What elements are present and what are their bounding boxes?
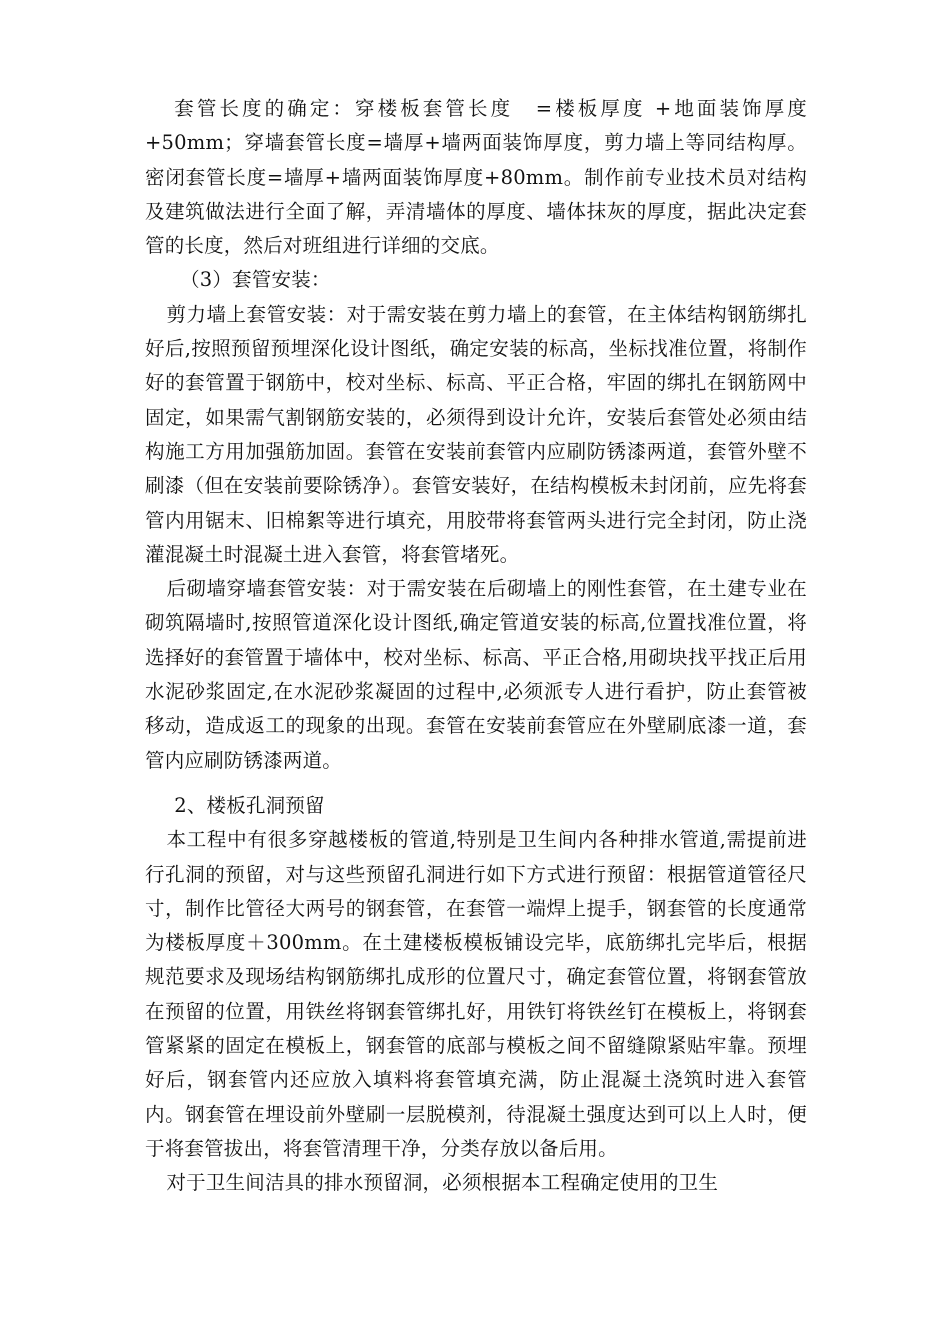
paragraph-sanitary-drain: 对于卫生间洁具的排水预留洞，必须根据本工程确定使用的卫生 — [166, 1171, 719, 1195]
paragraph-floor-openings: 本工程中有很多穿越楼板的管道,特别是卫生间内各种排水管道,需提前进行孔洞的预留，对与这些预留孔洞进行如下方式进行预留：根据管道管径尺寸，制作比管径大两号的钢套管，在套管一端焊上提手，钢套管的长度通常为楼板厚度＋300mm。在土建楼板模板铺设完毕，底筋绑扎完毕后，根据规范要求及现场结构钢筋绑扎成形的位置尺寸，确定套管位置，将钢套管放在预留的位置，用铁丝将钢套管绑扎好，用铁钉将铁丝钉在模板上，将钢套管紧紧的固定在模板上，钢套管的底部与模板之间不留缝隙紧贴牢靠。预埋好后，钢套管内还应放入填料将套管填充满，防止混凝土浇筑时进入套管内。钢套管在埋设前外壁刷一层脱模剂，待混凝土强度达到可以上人时，便于将套管拔出，将套管清理干净，分类存放以备后用。 — [145, 828, 807, 1160]
paragraph-shear-wall-sleeve: 剪力墙上套管安装：对于需安装在剪力墙上的套管，在主体结构钢筋绑扎好后,按照预留预埋深化设计图纸，确定安装的标高，坐标找准位置，将制作好的套管置于钢筋中，校对坐标、标高、平正合格，牢固的绑扎在钢筋网中固定，如果需气割钢筋安装的，必须得到设计允许，安装后套管处必须由结构施工方用加强筋加固。套管在安装前套管内应刷防锈漆两道，套管外壁不刷漆（但在安装前要除锈净）。套管安装好，在结构模板未封闭前，应先将套管内用锯末、旧棉絮等进行填充，用胶带将套管两头进行完全封闭，防止浇灌混凝土时混凝土进入套管，将套管堵死。 — [145, 302, 807, 566]
section-gap — [145, 778, 807, 789]
paragraph-sleeve-length: 套管长度的确定：穿楼板套管长度 =楼板厚度 +地面装饰厚度 +50mm；穿墙套管长度=墙厚+墙两面装饰厚度，剪力墙上等同结构厚。密闭套管长度=墙厚+墙两面装饰厚度+80mm。制作前专业技术员对结构及建筑做法进行全面了解，弄清墙体的厚度、墙体抹灰的厚度，据此决定套管的长度，然后对班组进行详细的交底。 — [145, 97, 807, 258]
heading-sleeve-installation: （3）套管安装： — [180, 268, 331, 292]
paragraph-masonry-wall-sleeve: 后砌墙穿墙套管安装：对于需安装在后砌墙上的刚性套管，在土建专业在砌筑隔墙时,按照管道深化设计图纸,确定管道安装的标高,位置找准位置，将选择好的套管置于墙体中，校对坐标、标高、平正合格,用砌块找平找正后用水泥砂浆固定,在水泥砂浆凝固的过程中,必须派专人进行看护，防止套管被移动，造成返工的现象的出现。套管在安装前套管应在外壁刷底漆一道，套管内应刷防锈漆两道。 — [145, 577, 807, 772]
heading-floor-openings: 2、楼板孔洞预留 — [174, 793, 325, 817]
document-body — [145, 92, 807, 1201]
